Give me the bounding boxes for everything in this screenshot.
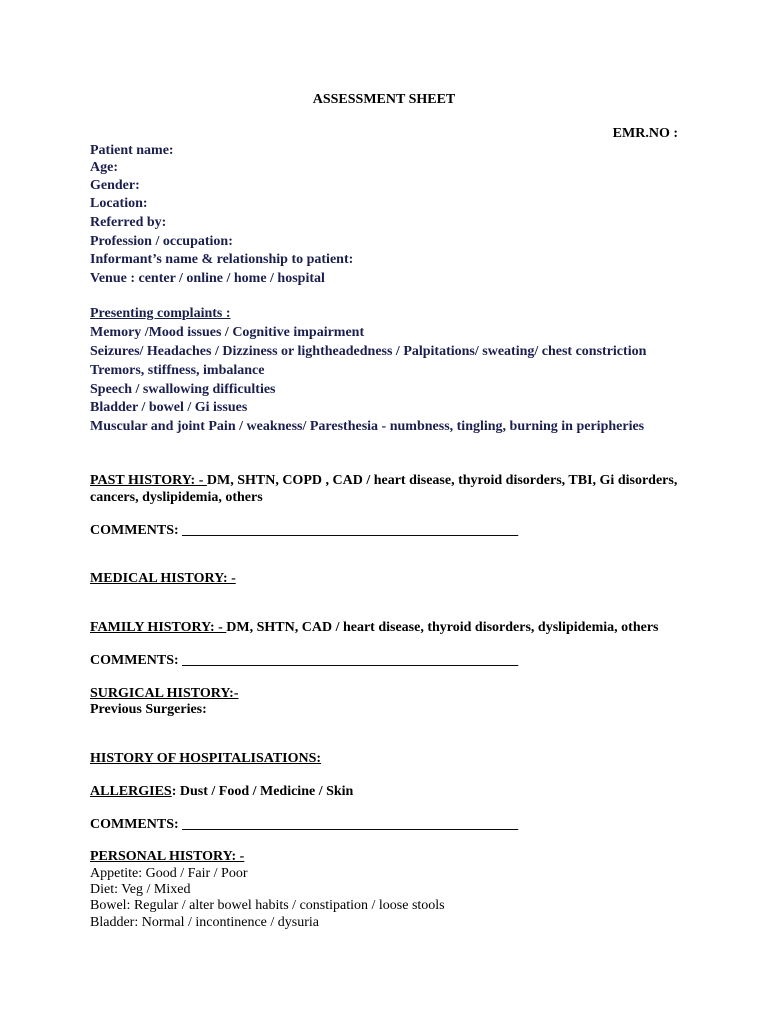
allergies-comments: COMMENTS: ________________________________________________ [90, 817, 519, 832]
complaint-item: Muscular and joint Pain / weakness/ Paresthesia - numbness, tingling, burning in peripheries [90, 419, 645, 434]
allergies-text: : Dust / Food / Medicine / Skin [171, 784, 354, 799]
complaint-item: Bladder / bowel / Gi issues [90, 400, 248, 415]
bladder-line: Bladder: Normal / incontinence / dysuria [90, 915, 319, 930]
patient-name-field: Patient name: [90, 143, 174, 158]
allergies-line [90, 783, 353, 800]
emr-number-label: EMR.NO : [612, 126, 678, 141]
personal-history-heading: PERSONAL HISTORY: - [90, 849, 245, 864]
past-history-heading: PAST HISTORY: - [90, 473, 207, 488]
complaint-item: Tremors, stiffness, imbalance [90, 363, 265, 378]
age-field: Age: [90, 160, 118, 175]
informant-field: Informant’s name & relationship to patient: [90, 252, 354, 267]
location-field: Location: [90, 196, 148, 211]
hospitalisations-heading: HISTORY OF HOSPITALISATIONS: [90, 751, 322, 766]
past-history-line [90, 472, 677, 489]
allergies-heading: ALLERGIES [90, 784, 172, 799]
past-history-text: DM, SHTN, COPD , CAD / heart disease, thyroid disorders, TBI, Gi disorders, [206, 473, 678, 488]
family-history-text: DM, SHTN, CAD / heart disease, thyroid disorders, dyslipidemia, others [226, 620, 659, 635]
family-history-comments: COMMENTS: ________________________________________________ [90, 653, 519, 668]
profession-field: Profession / occupation: [90, 234, 233, 249]
page-title: ASSESSMENT SHEET [312, 92, 456, 107]
complaint-item: Speech / swallowing difficulties [90, 382, 276, 397]
past-history-comments: COMMENTS: ________________________________________________ [90, 523, 519, 538]
referred-by-field: Referred by: [90, 215, 167, 230]
surgical-history-heading: SURGICAL HISTORY:- [90, 686, 239, 701]
appetite-line: Appetite: Good / Fair / Poor [90, 866, 248, 881]
gender-field: Gender: [90, 178, 140, 193]
diet-line: Diet: Veg / Mixed [90, 882, 191, 897]
previous-surgeries-label: Previous Surgeries: [90, 702, 207, 717]
past-history-text-cont: cancers, dyslipidemia, others [90, 490, 263, 505]
medical-history-heading: MEDICAL HISTORY: - [90, 571, 236, 586]
family-history-line [90, 619, 659, 636]
complaint-item: Memory /Mood issues / Cognitive impairment [90, 325, 365, 340]
complaint-item: Seizures/ Headaches / Dizziness or lightheadedness / Palpitations/ sweating/ chest constriction [90, 344, 647, 359]
venue-field: Venue : center / online / home / hospital [90, 271, 325, 286]
bowel-line: Bowel: Regular / alter bowel habits / constipation / loose stools [90, 898, 445, 913]
presenting-complaints-heading: Presenting complaints : [90, 306, 231, 321]
family-history-heading: FAMILY HISTORY: - [90, 620, 227, 635]
